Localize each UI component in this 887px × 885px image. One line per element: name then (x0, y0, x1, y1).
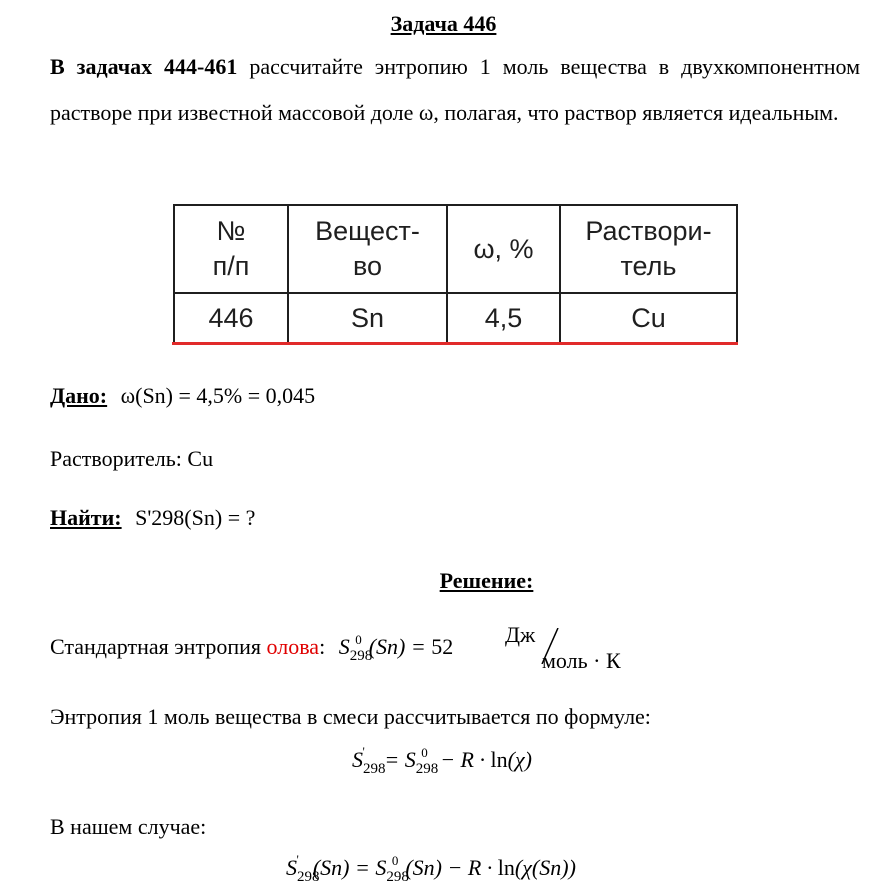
given-formula: ω(Sn) = 4,5% = 0,045 (120, 383, 316, 408)
find-line (50, 505, 255, 531)
unit-denominator: моль · К (542, 648, 621, 673)
header-fraction: ω, % (447, 205, 560, 293)
table-row (174, 293, 737, 343)
case-intro: В нашем случае: (50, 814, 207, 839)
given-label: Дано: (50, 383, 108, 408)
problem-text: рассчитайте энтропию 1 моль вещества в двухкомпонентном растворе при известной массовой доле ω, полагая, что раствор является идеальным. (50, 54, 861, 125)
find-label: Найти: (50, 505, 122, 530)
problem-lead: В задачах 444-461 (50, 54, 238, 79)
header-number: № п/п (174, 205, 288, 293)
given-line (50, 383, 315, 409)
cell-fraction: 4,5 (447, 293, 560, 343)
std-entropy-line: Стандартная энтропия олова: $S_{298}^0$ (Sn) = 52 (50, 632, 454, 664)
cell-substance: Sn (288, 293, 447, 343)
table-red-rule (172, 342, 738, 345)
header-solvent: Раствори- тель (560, 205, 737, 293)
cell-solvent: Cu (560, 293, 737, 343)
solution-heading: Решение: (439, 568, 534, 593)
solvent-line: Растворитель: Cu (50, 446, 214, 471)
task-table (173, 204, 738, 344)
case-formula: $S_{298}'$ $(Sn) = S_{298}^0$ (Sn) − R · ln(χ(Sn)) (286, 852, 576, 885)
cell-number: 446 (174, 293, 288, 343)
formula-intro: Энтропия 1 моль вещества в смеси рассчитывается по формуле: (50, 704, 651, 729)
tin-highlight: олова (266, 634, 320, 659)
header-substance: Вещест- во (288, 205, 447, 293)
page-title: Задача 446 (390, 11, 497, 36)
std-entropy-prefix: Стандартная энтропия (50, 634, 267, 659)
std-entropy-formula: $S_{298}^0$ (Sn) = 52 (338, 632, 454, 664)
problem-statement (50, 44, 860, 136)
entropy-formula: $S_{298}' = S_{298}^0 - R \cdot \ln(\chi)$ (352, 744, 532, 777)
find-formula: S'298(Sn) = ? (135, 505, 256, 530)
table-header-row (174, 205, 737, 293)
unit-numerator: Дж (505, 622, 536, 647)
